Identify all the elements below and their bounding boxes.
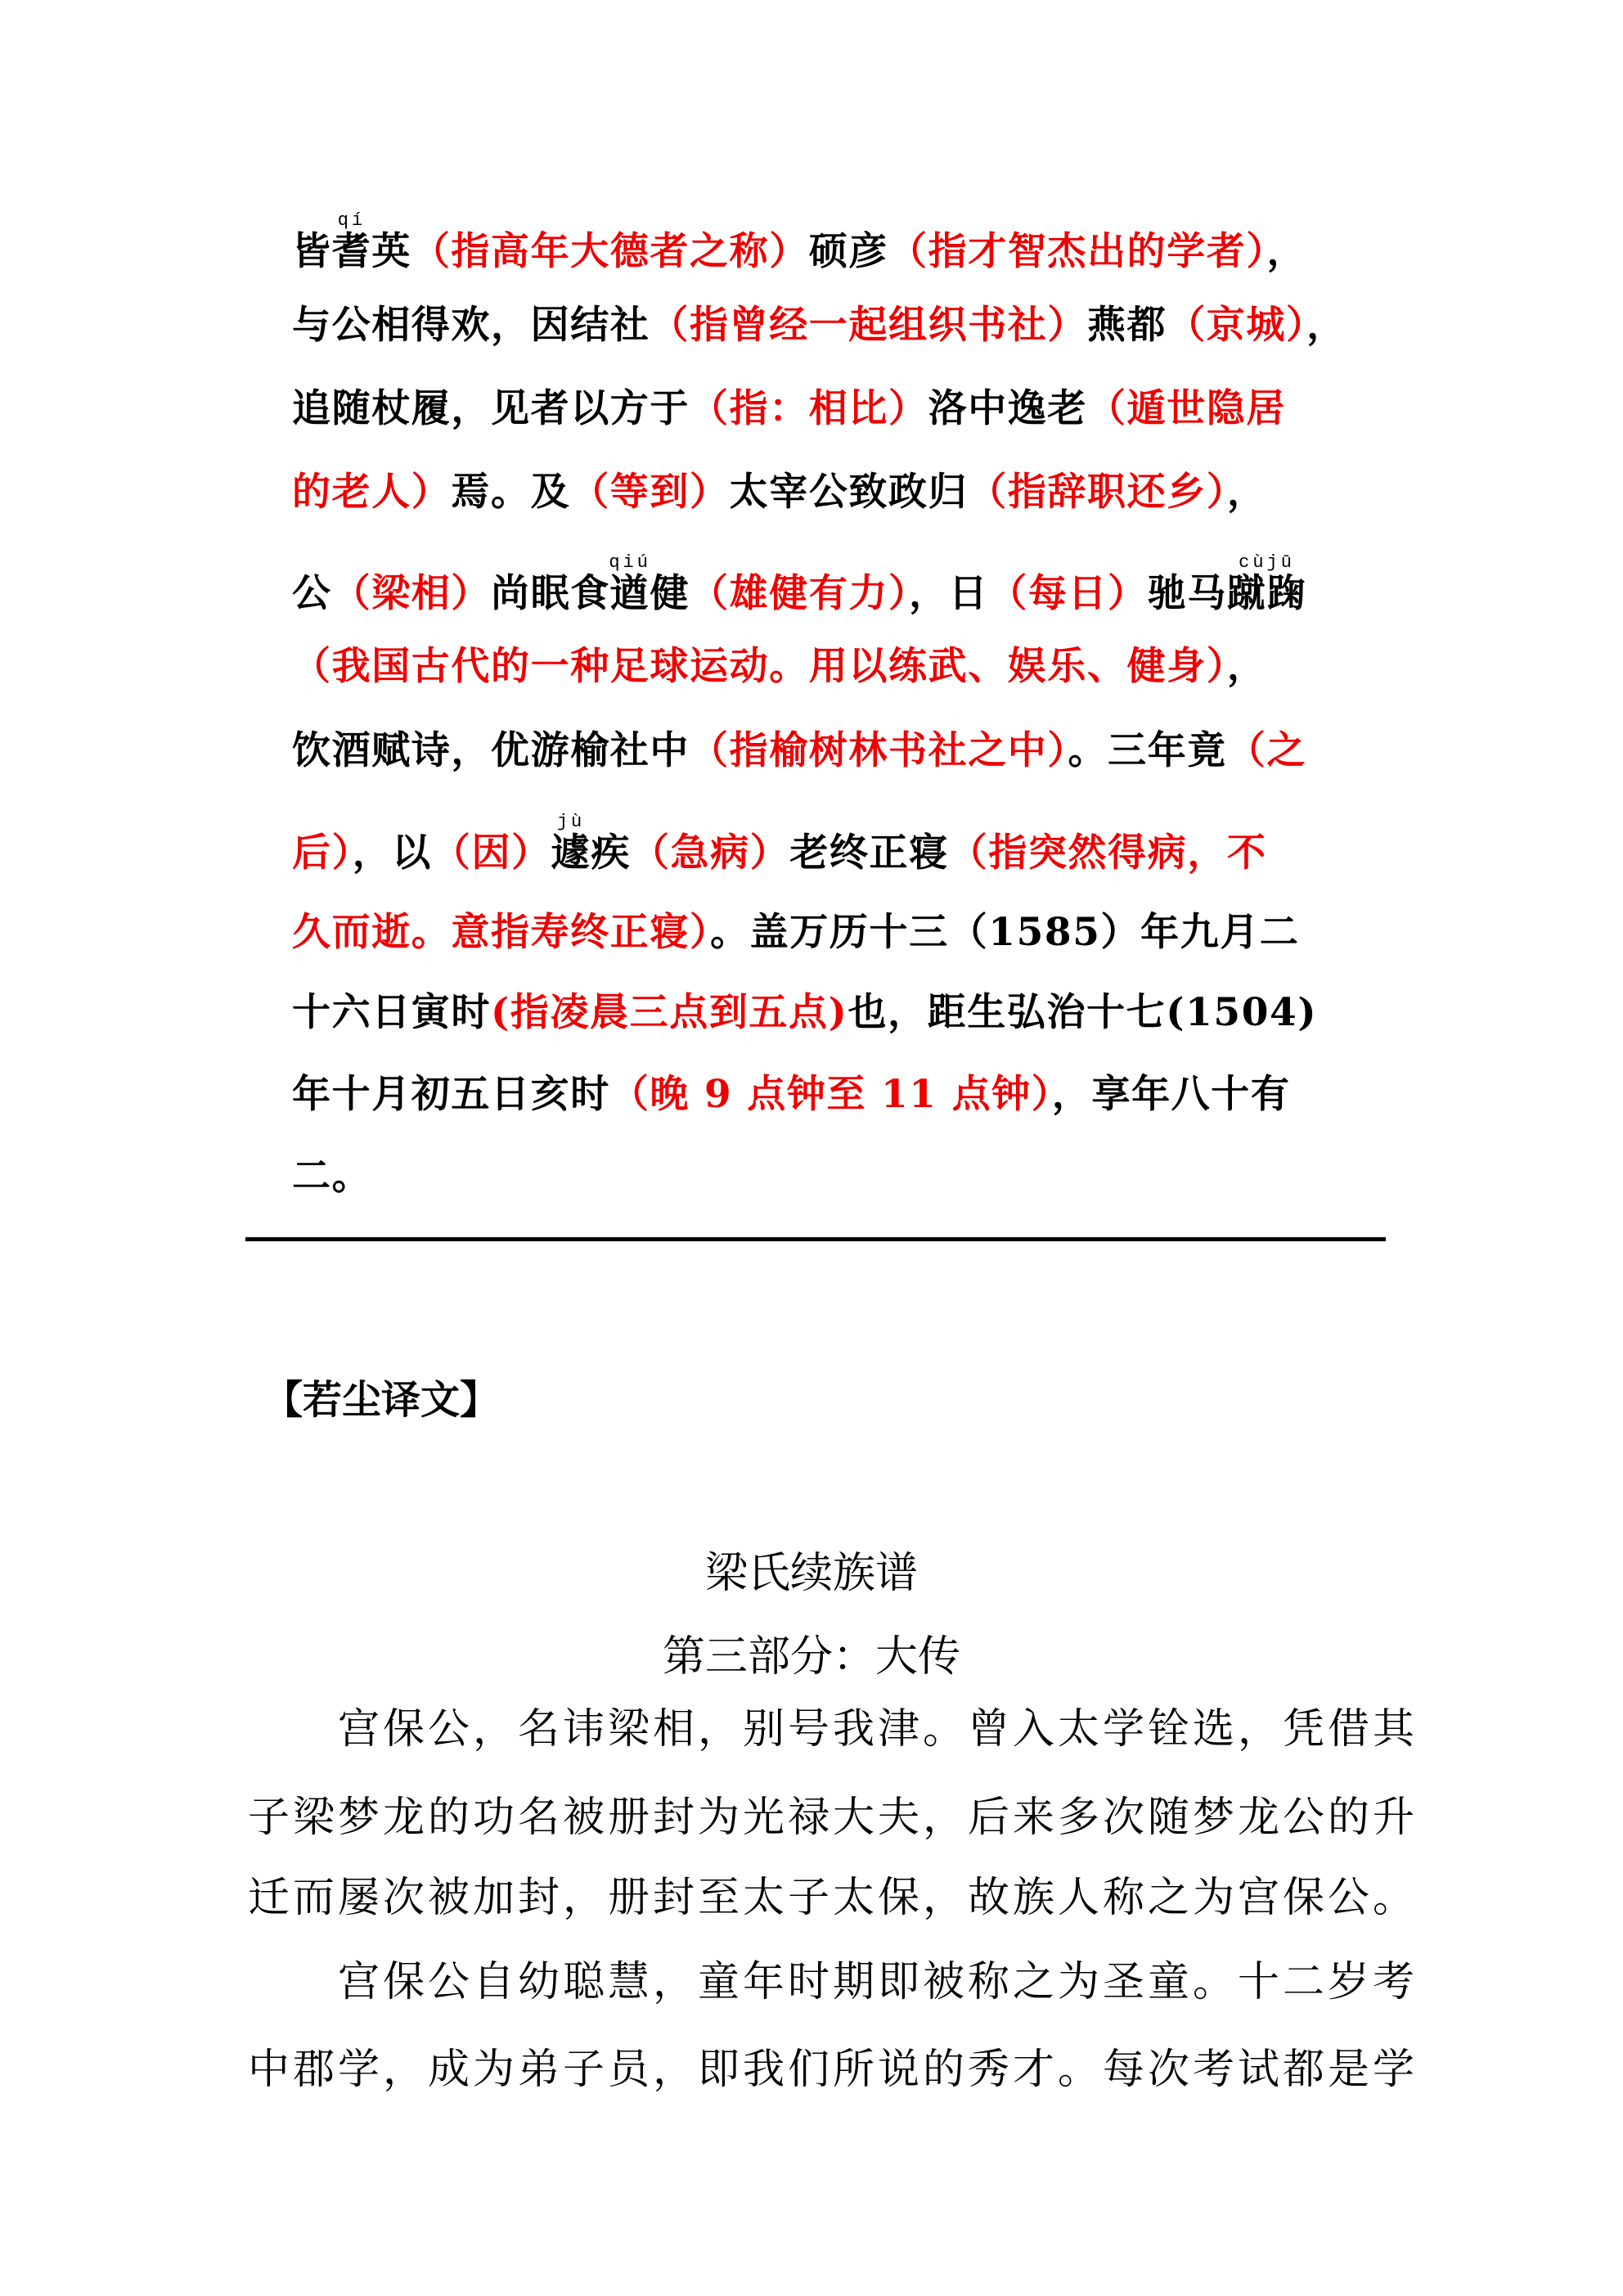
- red-annotation: （之: [1226, 728, 1307, 773]
- original-text: 饮酒赋诗，优游榆社中: [292, 728, 690, 773]
- original-text: ，: [1306, 303, 1347, 348]
- original-line-8: [292, 812, 1267, 876]
- original-line-12: [292, 1152, 371, 1201]
- original-text: 。三年竟: [1068, 728, 1227, 773]
- red-annotation: （我国古代的一种足球运动。用以练武、娱乐、健身）: [292, 644, 1227, 689]
- red-annotation: （因）: [431, 831, 551, 876]
- original-line-3: [292, 385, 1286, 434]
- original-text: 十六日寅时: [292, 990, 491, 1035]
- section-divider: [245, 1237, 1386, 1241]
- original-text: 追随杖履，见者以方于: [292, 386, 690, 431]
- pinyin-annotated-char: 蹴踘cùjū: [1226, 552, 1307, 616]
- red-annotation: （急病）: [630, 831, 790, 876]
- red-annotation: （遁世隐居: [1087, 386, 1287, 431]
- original-text: 年十月初五日亥时: [292, 1072, 610, 1117]
- original-text: 太宰公致政归: [729, 470, 969, 515]
- red-annotation: （雄健有力）: [690, 571, 910, 616]
- original-text: 皆: [292, 229, 332, 274]
- original-text: ，: [1226, 470, 1267, 515]
- original-text: 。盖万历十三（1585）年九月二: [710, 910, 1300, 955]
- translation-line-5: 中郡学，成为弟子员，即我们所说的秀才。每次考试都是学: [248, 2046, 1418, 2094]
- original-line-7: [292, 727, 1306, 776]
- original-text: 驰马: [1147, 571, 1227, 616]
- original-line-2: [292, 301, 1347, 350]
- original-text: 老终正寝: [789, 831, 949, 876]
- original-text: 燕都: [1087, 303, 1167, 348]
- original-text: 疾: [591, 831, 631, 876]
- pinyin-reading: qiú: [609, 552, 651, 573]
- original-text: ，享年八十有: [1051, 1072, 1291, 1117]
- original-text: 与公相得欢，因结社: [292, 303, 650, 348]
- red-annotation: （梁相）: [331, 571, 492, 616]
- document-title: 梁氏续族谱: [704, 1549, 918, 1598]
- original-text: 英: [371, 229, 411, 274]
- pinyin-annotated-char: 耆qí: [331, 210, 372, 274]
- translation-line-1: 宫保公，名讳梁相，别号我津。曾入太学铨选，凭借其: [338, 1705, 1418, 1754]
- pinyin-annotated-char: 遒qiú: [609, 552, 651, 616]
- red-annotation: （指：相比）: [690, 386, 928, 431]
- original-text: ，: [1266, 229, 1307, 274]
- red-annotation: （指榆树林书社之中）: [690, 728, 1068, 773]
- red-annotation: 久而逝。意指寿终正寝）: [292, 910, 711, 955]
- translation-line-2: 子梁梦龙的功名被册封为光禄大夫，后来多次随梦龙公的升: [248, 1794, 1418, 1842]
- original-line-9: [292, 908, 1300, 957]
- red-annotation: （指曾经一起组织书社）: [650, 303, 1088, 348]
- red-annotation: 的老人）: [292, 470, 452, 515]
- original-text: ，日: [909, 571, 989, 616]
- original-text: 洛中逸老: [928, 386, 1088, 431]
- pinyin-reading: qí: [331, 210, 372, 231]
- red-annotation: （指高年大德者之称）: [411, 229, 809, 274]
- original-text: 硕彦: [808, 229, 889, 274]
- original-text: ，: [1226, 644, 1267, 689]
- original-text: 焉。及: [451, 470, 571, 515]
- red-annotation: （晚 9 点钟至 11 点钟）: [609, 1072, 1052, 1117]
- original-line-5: [292, 552, 1307, 616]
- original-line-10: [292, 988, 1317, 1038]
- red-annotation: （指突然得病，不: [948, 831, 1267, 876]
- original-text: 二。: [292, 1154, 372, 1199]
- red-annotation: （京城）: [1167, 303, 1307, 348]
- red-annotation: （等到）: [570, 470, 730, 515]
- red-annotation: （每日）: [988, 571, 1148, 616]
- red-annotation: （指才智杰出的学者）: [888, 229, 1267, 274]
- original-text: 公: [292, 571, 332, 616]
- original-line-6: [292, 642, 1267, 691]
- red-annotation: 后）: [292, 831, 353, 876]
- original-text: 尚眠食: [491, 571, 610, 616]
- red-annotation: （指辞职还乡）: [968, 470, 1227, 515]
- original-text: 健: [650, 571, 690, 616]
- translation-line-3: 迁而屡次被加封，册封至太子太保，故族人称之为宫保公。: [248, 1874, 1418, 1922]
- original-text: 也，距生弘治十七(1504): [847, 990, 1318, 1035]
- original-line-11: [292, 1070, 1290, 1119]
- original-line-1: [292, 210, 1307, 274]
- red-annotation: (指凌晨三点到五点): [491, 990, 848, 1035]
- pinyin-annotated-char: 遽jù: [551, 812, 591, 876]
- pinyin-reading: cùjū: [1226, 552, 1307, 573]
- original-line-4: [292, 468, 1267, 517]
- original-text: ，以: [352, 831, 432, 876]
- document-subtitle: 第三部分：大传: [662, 1632, 960, 1681]
- translation-heading: 【若尘译文】: [263, 1377, 500, 1423]
- translation-line-4: 宫保公自幼聪慧，童年时期即被称之为圣童。十二岁考: [338, 1958, 1418, 2006]
- pinyin-reading: jù: [551, 812, 591, 832]
